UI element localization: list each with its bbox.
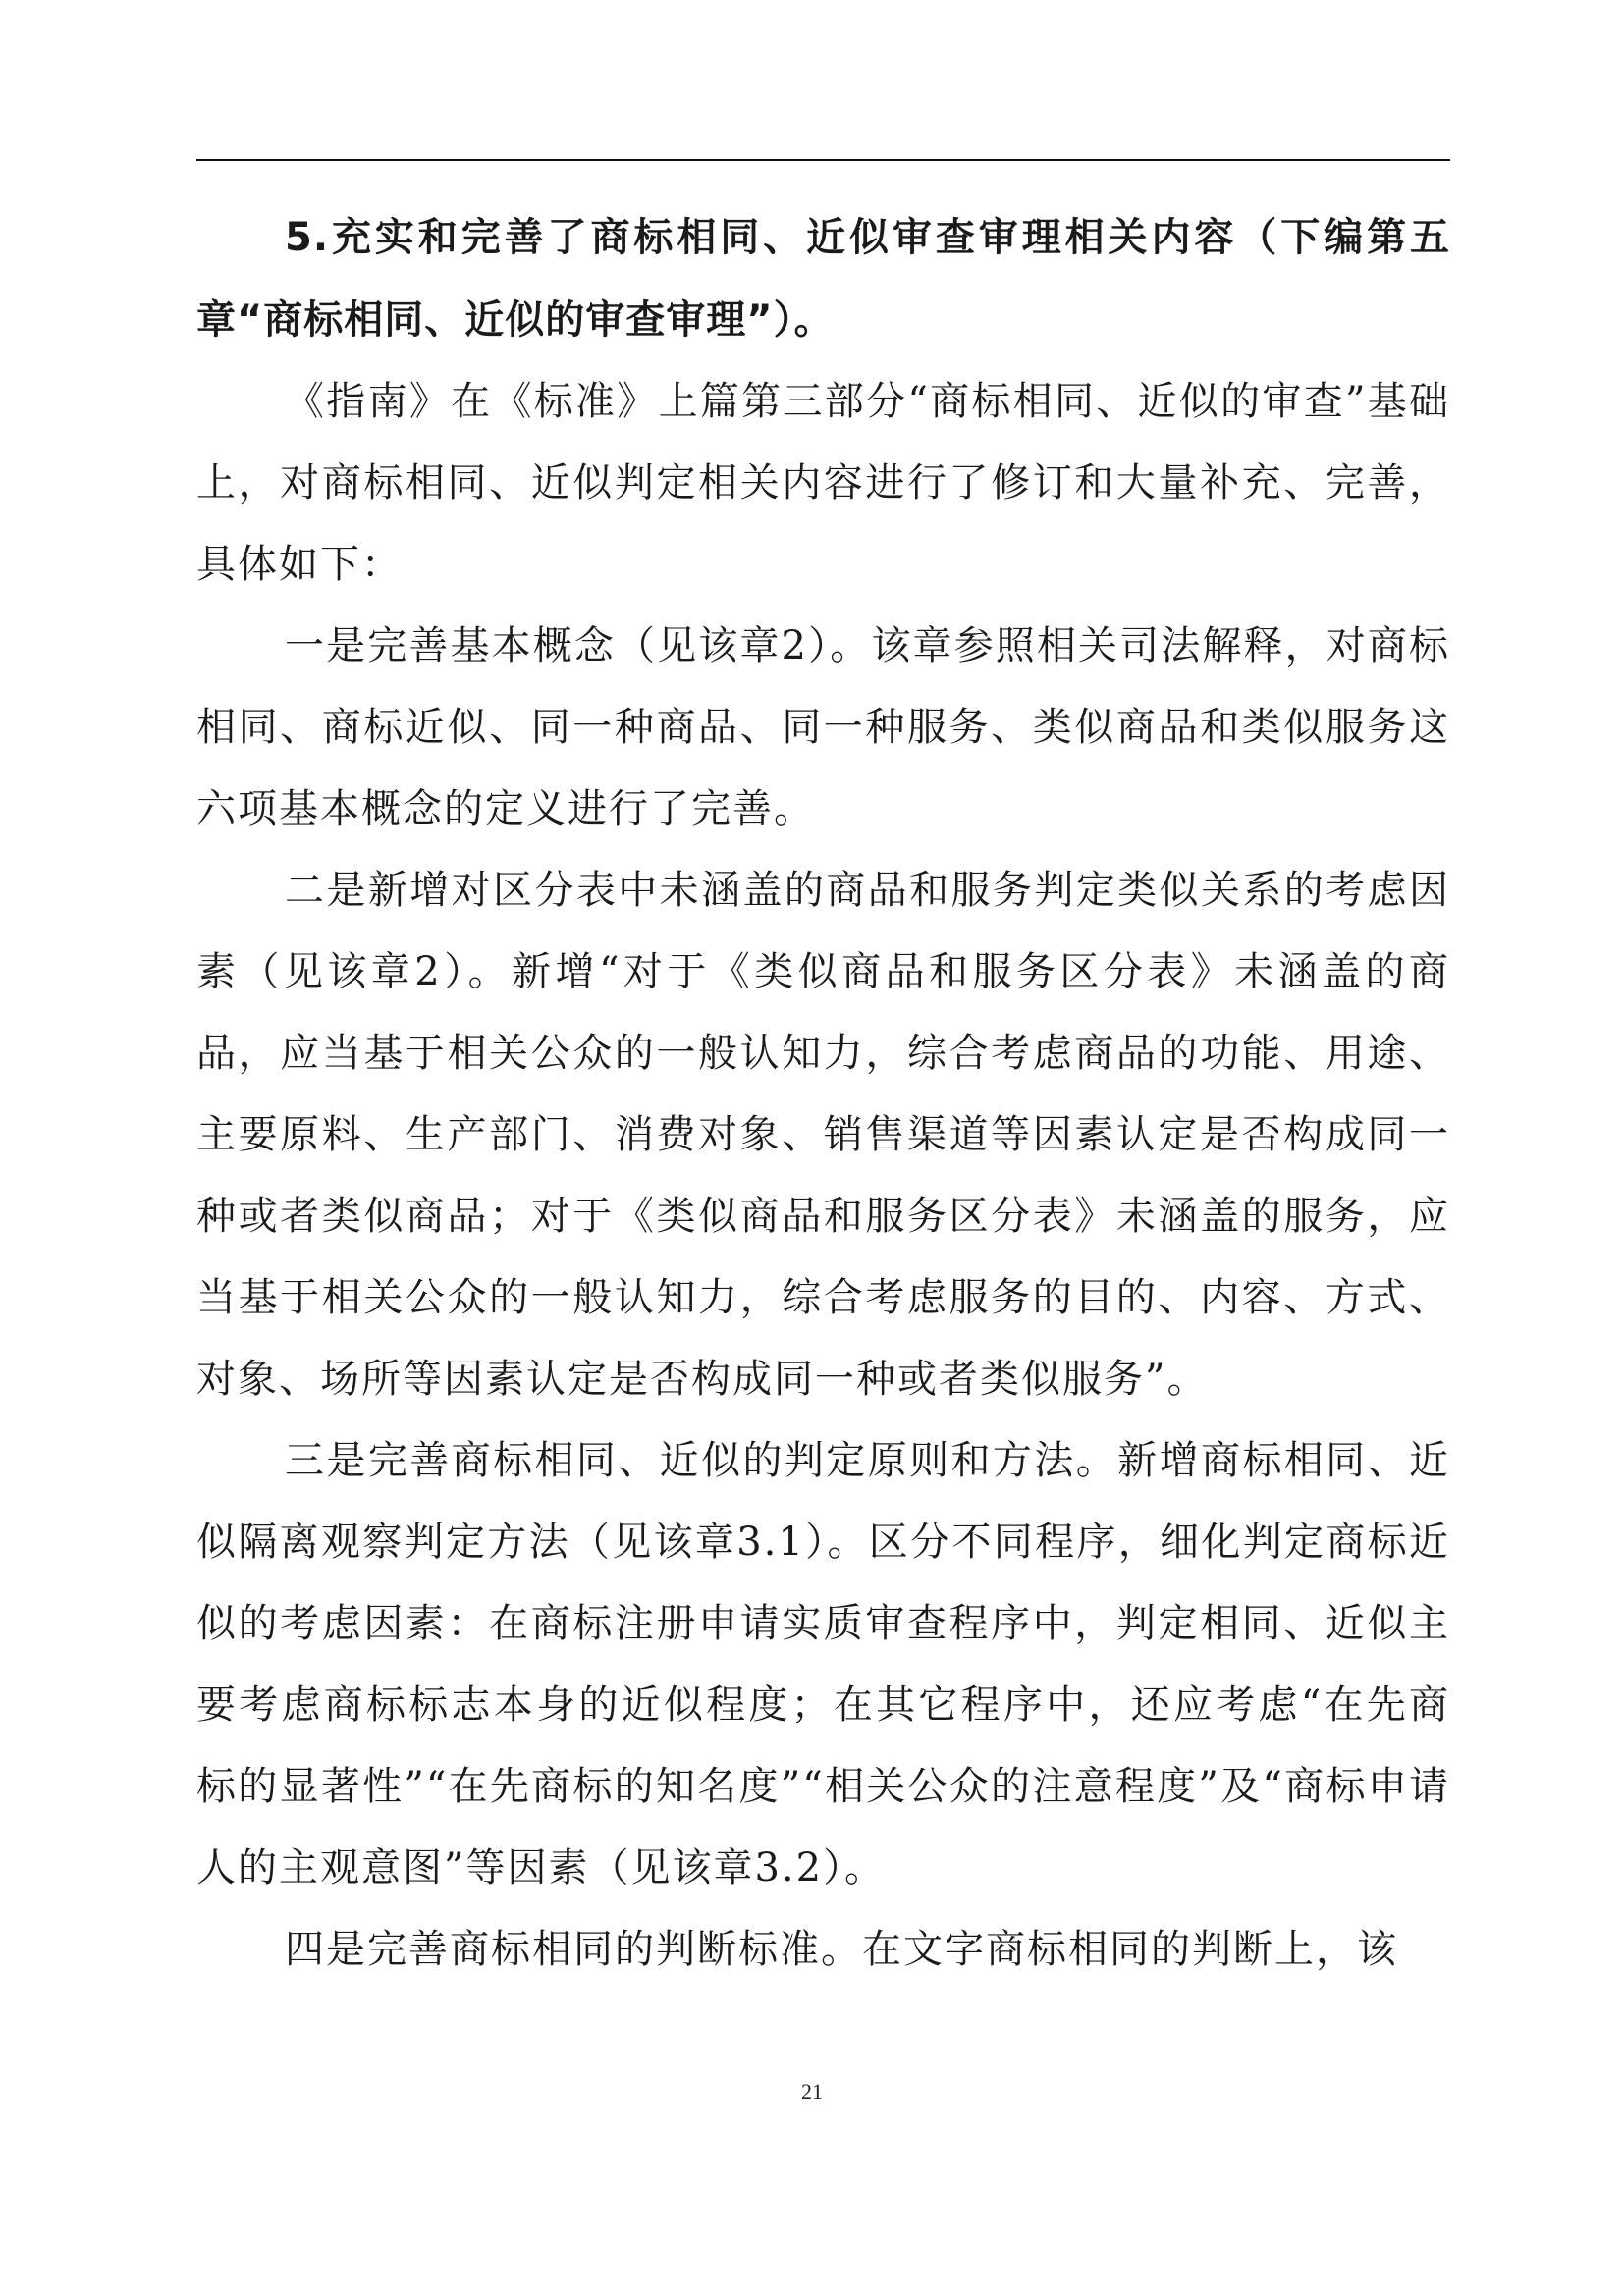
section-heading: 5.充实和完善了商标相同、近似审查审理相关内容（下编第五章“商标相同、近似的审查审理”）。 [196, 215, 1450, 343]
header-rule [196, 159, 1450, 161]
paragraph-point-four: 四是完善商标相同的判断标准。在文字商标相同的判断上，该 [285, 1927, 1398, 1972]
page-number: 21 [801, 2079, 823, 2104]
paragraph-point-three: 三是完善商标相同、近似的判定原则和方法。新增商标相同、近似隔离观察判定方法（见该章3.1）。区分不同程序，细化判定商标近似的考虑因素：在商标注册申请实质审查程序中，判定相同、近似主要考虑商标标志本身的近似程度；在其它程序中，还应考虑“在先商标的显著性”“在先商标的知名度”“相关公众的注意程度”及“商标申请人的主观意图”等因素（见该章3.2）。 [196, 1438, 1450, 1891]
document-body [196, 196, 1450, 1991]
paragraph-point-one: 一是完善基本概念（见该章2）。该章参照相关司法解释，对商标相同、商标近似、同一种商品、同一种服务、类似商品和类似服务这六项基本概念的定义进行了完善。 [196, 623, 1450, 831]
paragraph-point-two: 二是新增对区分表中未涵盖的商品和服务判定类似关系的考虑因素（见该章2）。新增“对于《类似商品和服务区分表》未涵盖的商品，应当基于相关公众的一般认知力，综合考虑商品的功能、用途、主要原料、生产部门、消费对象、销售渠道等因素认定是否构成同一种或者类似商品；对于《类似商品和服务区分表》未涵盖的服务，应当基于相关公众的一般认知力，综合考虑服务的目的、内容、方式、对象、场所等因素认定是否构成同一种或者类似服务”。 [196, 868, 1450, 1402]
paragraph-intro: 《指南》在《标准》上篇第三部分“商标相同、近似的审查”基础上，对商标相同、近似判定相关内容进行了修订和大量补充、完善，具体如下： [196, 379, 1450, 587]
